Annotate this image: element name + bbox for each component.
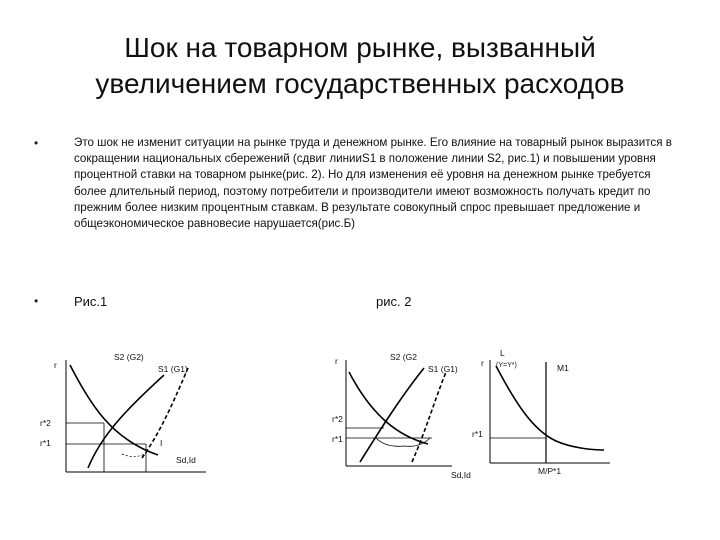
fig3-l-sublabel: (Y=Y*) [496,362,517,369]
fig2-r1-label: r*1 [332,434,343,444]
fig2-y-axis-label: r [335,356,338,366]
figure-3 [472,348,610,476]
fig3-m1-label: M1 [557,363,569,373]
fig3-y-axis-label: r [481,358,484,368]
title-line-2: увеличением государственных расходов [95,68,625,99]
fig1-investment-curve [70,365,158,455]
fig3-l-curve [496,366,604,450]
figure-2-caption: рис. 2 [376,294,412,309]
fig2-x-axis-label: Sd,Id [451,470,471,480]
fig2-s1-curve [412,372,446,462]
title-line-1: Шок на товарном рынке, вызванный [124,32,596,63]
figure-1 [40,352,206,472]
fig1-r2-label: r*2 [40,418,51,428]
fig1-y-axis-label: r [54,360,57,370]
fig1-s1-curve [142,368,188,458]
fig3-r1-label: r*1 [472,429,483,439]
figure-2 [332,352,471,480]
fig3-x-axis-label: M/P*1 [538,466,562,476]
fig1-s2-curve [88,375,164,468]
fig2-s2-label: S2 (G2 [390,352,417,362]
fig2-investment-curve [349,372,428,444]
fig2-s2-curve [360,368,424,462]
fig1-x-axis-label: Sd,Id [176,455,196,465]
bullet-1: • [34,136,39,150]
fig1-r1-label: r*1 [40,438,51,448]
figure-1-caption: Рис.1 [74,294,108,309]
fig3-l-label: L [500,348,505,358]
fig2-s1-label: S1 (G1) [428,364,458,374]
body-paragraph: Это шок не изменит ситуации на рынке труда и денежном рынке. Его влияние на товарный рынок выразится в сокращении национальных сбережений (сдвиг линииS1 в положение линии S2, рис.1) и повышении уровня процентной ставки на товарном рынке(рис. 2). Но для изменения её уровня на денежном рынке требуется более длительный период, поэтому потребители и производители имеют возможность получать кредит по прежним более низким процентным ставкам. В результате совокупный спрос превышает предложение и общеэкономическое равновесие нарушается(рис.Б) [74,136,672,231]
fig2-r2-label: r*2 [332,414,343,424]
fig1-i-label: I [160,438,163,448]
fig1-s1-label: S1 (G1) [158,364,188,374]
fig1-s2-label: S2 (G2) [114,352,144,362]
bullet-2: • [34,294,39,308]
